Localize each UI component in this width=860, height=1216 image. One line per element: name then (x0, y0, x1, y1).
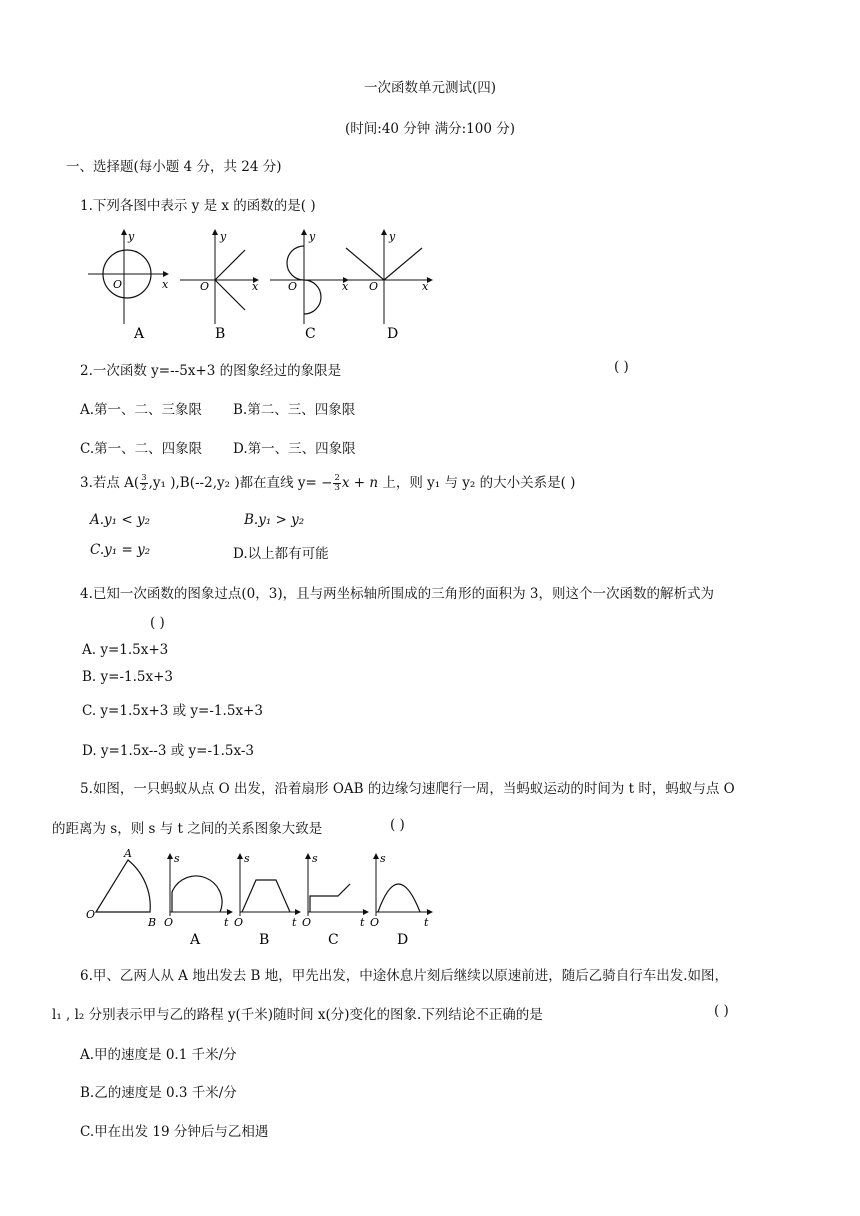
question-6-answer-paren: ( ) (714, 1003, 729, 1019)
sector-point-o: O (86, 908, 96, 921)
y-label: y (309, 230, 316, 243)
question-3-stem (80, 472, 575, 494)
x-label: x (422, 280, 429, 293)
section-heading: 一、选择题(每小题 4 分，共 24 分) (66, 159, 282, 175)
q5-graphs (84, 846, 434, 950)
ray-down (215, 280, 245, 310)
y-label: y (220, 230, 227, 243)
q3-eq-tail: x + n (341, 475, 379, 491)
origin-label: O (164, 916, 174, 929)
question-2-stem: 2.一次函数 y=--5x+3 的图象经过的象限是 (80, 363, 342, 379)
q1-graph-b (180, 230, 259, 342)
s-label: s (312, 852, 318, 865)
q3-option-d: D.以上都有可能 (233, 546, 329, 562)
curve-c (310, 884, 350, 912)
ray-left (346, 248, 384, 280)
q4-option-c: C. y=1.5x+3 或 y=-1.5x+3 (82, 703, 263, 719)
origin-label: O (369, 280, 379, 293)
q6-option-b: B.乙的速度是 0.3 千米/分 (80, 1085, 237, 1101)
s-label: s (174, 852, 180, 865)
curve-b (242, 880, 290, 912)
q3-prefix: 3.若点 A( (80, 475, 140, 491)
question-5-answer-paren: ( ) (390, 817, 405, 833)
question-1-stem: 1.下列各图中表示 y 是 x 的函数的是( ) (80, 198, 316, 214)
q2-option-b: B.第二、三、四象限 (233, 402, 356, 418)
q1-graphs (82, 224, 442, 346)
q3-suffix: 上，则 y₁ 与 y₂ 的大小关系是( ) (378, 475, 576, 491)
choice-label-d: D (397, 932, 409, 948)
origin-label: O (288, 280, 298, 293)
t-label: t (424, 916, 429, 929)
ray-up (215, 250, 245, 280)
choice-label-c: C (328, 932, 339, 948)
q1-graph-c (270, 230, 349, 342)
q3-frac-denominator: 2 (141, 483, 147, 493)
q5-graph-d (370, 852, 432, 948)
q1-graph-d (344, 230, 432, 342)
choice-label-a: A (134, 326, 145, 342)
q3-eq-numerator: 2 (334, 473, 340, 483)
q5-graph-a (164, 852, 232, 948)
page-title: 一次函数单元测试(四) (363, 80, 497, 96)
lower-right-semicircle (304, 280, 321, 314)
origin-label: O (113, 278, 123, 291)
question-4-answer-paren: ( ) (150, 615, 165, 631)
q6-option-a: A.甲的速度是 0.1 千米/分 (80, 1047, 237, 1063)
q4-option-b: B. y=-1.5x+3 (82, 669, 173, 685)
q5-sector-figure (86, 847, 156, 929)
question-2-answer-paren: ( ) (614, 359, 629, 375)
question-6-line2: l₁ , l₂ 分别表示甲与乙的路程 y(千米)随时间 x(分)变化的图象.下列结论不正确的是 (52, 1007, 543, 1023)
sector-point-a: A (124, 847, 132, 860)
q3-option-a: A.y₁ < y₂ (90, 512, 151, 528)
question-6-line1: 6.甲、乙两人从 A 地出发去 B 地，甲先出发，中途休息片刻后继续以原速前进，随后乙骑自行车出发.如图， (80, 968, 729, 984)
x-label: x (342, 280, 349, 293)
x-label: x (162, 278, 169, 291)
q2-option-d: D.第一、三、四象限 (233, 441, 356, 457)
curve-a (172, 876, 222, 912)
question-5-line1: 5.如图，一只蚂蚁从点 O 出发，沿着扇形 OAB 的边缘匀速爬行一周，当蚂蚁运动的时间为 t 时，蚂蚁与点 O (80, 781, 735, 797)
y-label: y (389, 230, 396, 243)
page-subtitle: (时间:40 分钟 满分:100 分) (345, 121, 515, 137)
s-label: s (380, 852, 386, 865)
curve-d (378, 884, 420, 912)
q3-fraction (140, 474, 147, 493)
q5-graph-c (302, 852, 368, 948)
q4-option-d: D. y=1.5x--3 或 y=-1.5x-3 (82, 743, 254, 759)
choice-label-b: B (259, 932, 270, 948)
q4-option-a: A. y=1.5x+3 (82, 642, 169, 658)
origin-label: O (234, 916, 244, 929)
s-label: s (244, 852, 250, 865)
question-5-line2: 的距离为 s，则 s 与 t 之间的关系图象大致是 (52, 821, 323, 837)
q3-eq-denominator: 3 (334, 483, 340, 493)
t-label: t (292, 916, 297, 929)
y-label: y (128, 230, 135, 243)
q1-graph-a (88, 230, 169, 342)
upper-left-semicircle (287, 246, 304, 280)
sector-oab (96, 860, 150, 912)
origin-label: O (200, 280, 210, 293)
sector-point-b: B (148, 916, 157, 929)
choice-label-d: D (387, 326, 399, 342)
q3-frac-numerator: 3 (141, 473, 147, 483)
choice-label-a: A (190, 932, 201, 948)
ray-right (384, 248, 422, 280)
q3-eq-sign: − (321, 475, 333, 491)
origin-label: O (302, 916, 312, 929)
question-4-stem: 4.已知一次函数的图象过点(0，3)，且与两坐标轴所围成的三角形的面积为 3，则这个一次函数的解析式为 (80, 586, 714, 602)
t-label: t (224, 916, 229, 929)
q3-after-frac: ,y₁ ),B(--2,y₂ )都在直线 y= (148, 475, 317, 491)
choice-label-b: B (215, 326, 226, 342)
q3-option-b: B.y₁ > y₂ (244, 512, 305, 528)
origin-label: O (370, 916, 380, 929)
choice-label-c: C (305, 326, 316, 342)
q3-eq-fraction (333, 474, 340, 493)
q2-option-a: A.第一、二、三象限 (80, 402, 203, 418)
q5-graph-b (234, 852, 300, 948)
q6-option-c: C.甲在出发 19 分钟后与乙相遇 (80, 1124, 269, 1140)
x-label: x (252, 280, 259, 293)
q2-option-c: C.第一、二、四象限 (80, 441, 203, 457)
t-label: t (360, 916, 365, 929)
q3-option-c: C.y₁ = y₂ (90, 542, 151, 558)
